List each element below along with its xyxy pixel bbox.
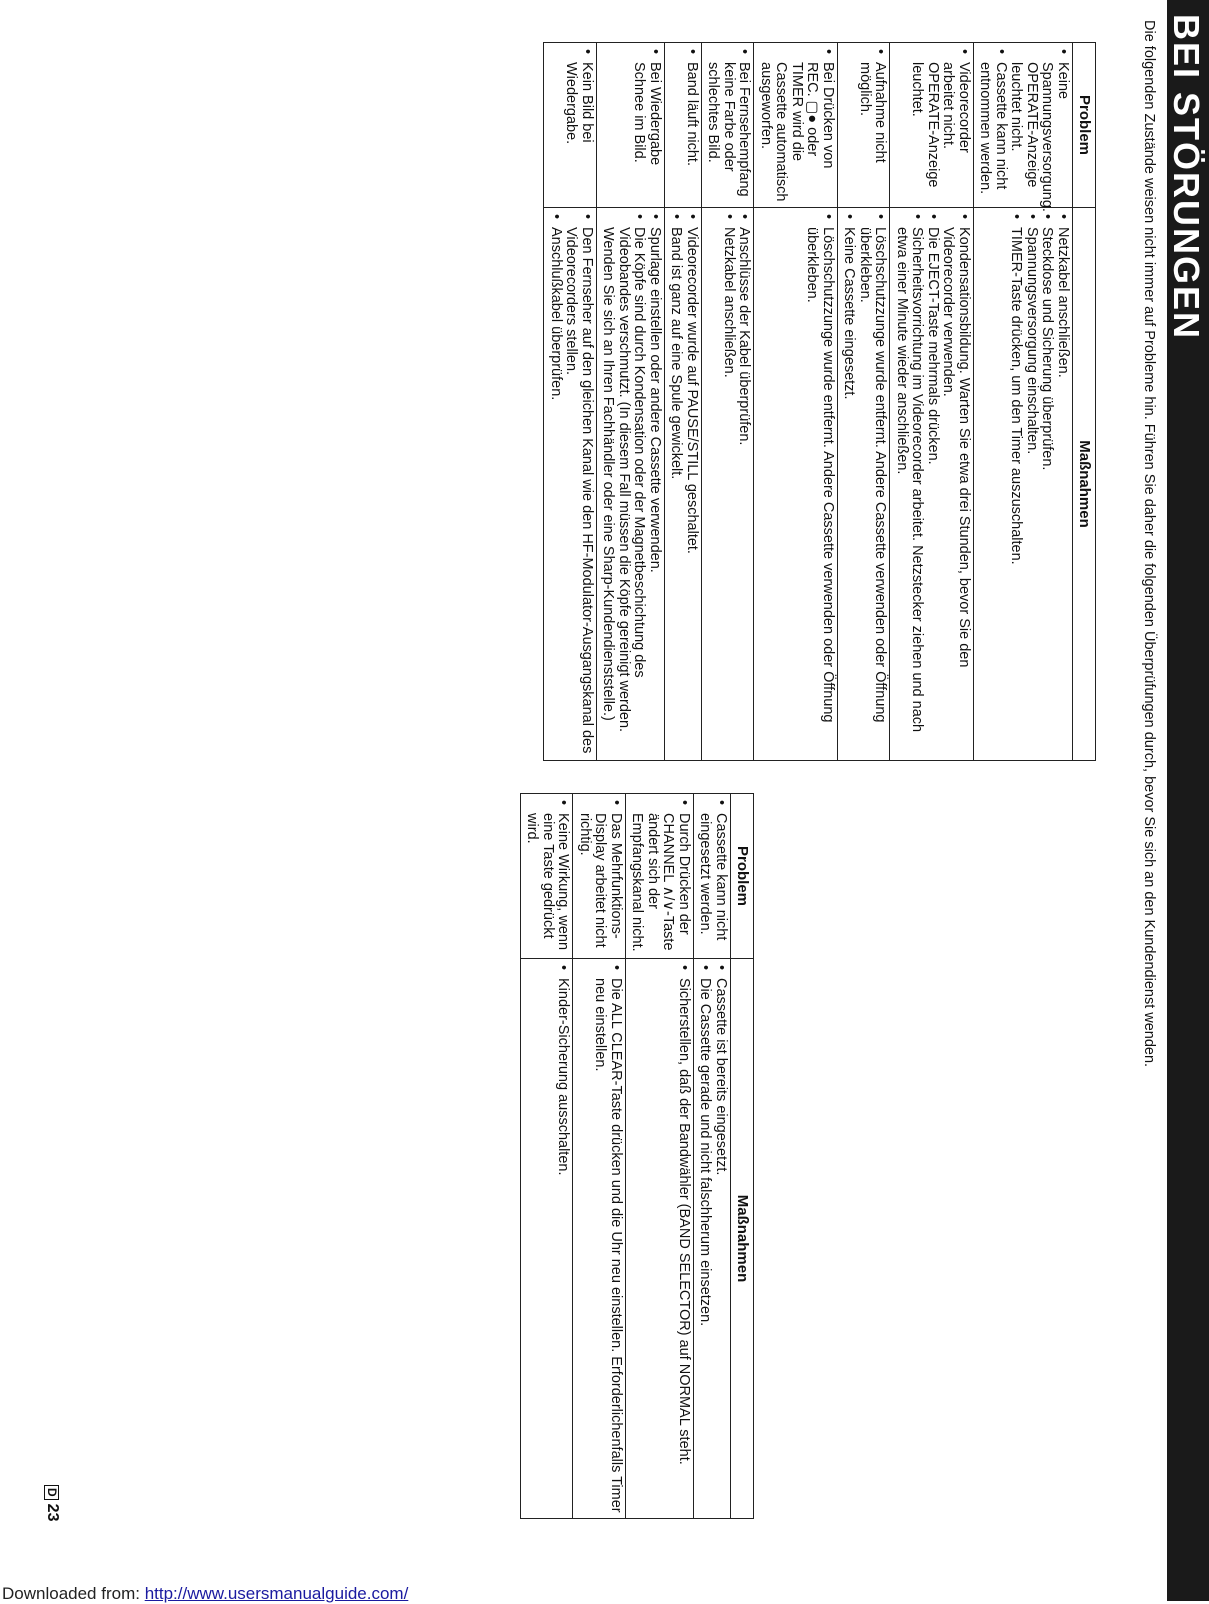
problem-item: • Videorecorder arbeitet nicht. OPERATE-Anzeige leuchtet. [909, 48, 971, 202]
problem-cell [838, 43, 891, 208]
problem-item: • Bei Fernsehempfang keine Farbe oder schlechtes Bild. [705, 48, 752, 202]
intro-text: Die folgenden Zustände weisen nicht immer auf Probleme hin. Führen Sie daher die folgenden Überprüfungen durch, bevor Sie sich an den Kundendienst wenden. [1141, 20, 1157, 1068]
header-problem: Problem [731, 794, 754, 959]
table-row [521, 794, 574, 1519]
measure-item: • Kondensationsbildung. Warten Sie etwa drei Stunden, bevor Sie den Videorecorder verwenden. [940, 213, 971, 755]
problem-list [705, 48, 752, 202]
page-title: BEI STÖRUNGEN [1166, 14, 1207, 341]
problem-cell [890, 43, 974, 208]
measure-item: • Netzkabel anschließen. [1055, 213, 1071, 755]
measures-list [668, 213, 699, 755]
problem-list [563, 48, 594, 202]
measure-item: • Band ist ganz auf eine Spule gewickelt. [668, 213, 684, 755]
header-problem: Problem [1073, 43, 1096, 208]
troubleshooting-table-right [520, 793, 754, 1519]
problem-cell [573, 794, 626, 959]
measure-item: • Löschschutzzunge wurde entfernt. Andere Cassette verwenden oder Öffnung überkleben. [857, 213, 888, 755]
problem-list [909, 48, 971, 202]
measure-item: • Sicherstellen, daß der Bandwähler (BAND SELECTOR) auf NORMAL steht. [676, 964, 692, 1513]
problem-item: • Keine Spannungsversorgung. OPERATE-Anzeige leuchtet nicht. [1008, 48, 1070, 202]
problem-item: • Durch Drücken der CHANNEL ∧/∨-Taste ändert sich der Empfangskanal nicht. [629, 799, 691, 953]
measure-item: • Sicherheitsvorrichtung im Videorecorder arbeitet. Netzstecker ziehen und nach etwa einer Minute wieder anschließen. [894, 213, 925, 755]
title-bar [1167, 0, 1209, 1601]
measures-list [1008, 213, 1070, 755]
problem-cell [702, 43, 755, 208]
problem-cell [544, 43, 597, 208]
problem-cell [974, 43, 1073, 212]
measures-cell [694, 959, 731, 1519]
measures-cell [702, 208, 755, 761]
measure-item: • Die ALL CLEAR-Taste drücken und die Uhr neu einstellen. Erforderlichenfalls Timer neu einstellen. [592, 964, 623, 1513]
measures-cell [838, 208, 891, 761]
measure-item: • Cassette ist bereits eingesetzt. [713, 964, 729, 1513]
problem-item: • Bei Wiedergabe Schnee im Bild. [631, 48, 662, 202]
problem-item: • Bei Drücken von REC. ▢● oder TIMER wird die Cassette automatisch ausgeworfen. [758, 48, 836, 202]
table-row [890, 43, 974, 761]
problem-item: • Cassette kann nicht entnommen werden. [977, 48, 1008, 202]
language-box: D [44, 1485, 59, 1500]
problem-list [684, 48, 700, 202]
measures-list [548, 213, 595, 755]
measure-item: • Den Fernseher auf den gleichen Kanal wie den HF-Modulator-Ausgangskanal des Videorecorders stellen. [563, 213, 594, 755]
measures-list [676, 964, 692, 1513]
problem-cell [626, 794, 694, 959]
problem-item: • Cassette kann nicht eingesetzt werden. [697, 799, 728, 953]
table-header-row [731, 794, 754, 1519]
problem-item: • Das Mehrfunktions-Display arbeitet nicht richtig. [577, 799, 624, 953]
measure-item: • Anschlußkabel überprüfen. [548, 213, 564, 755]
table-body-left [544, 43, 1073, 761]
measures-cell [521, 959, 574, 1519]
measure-item: • Die EJECT-Taste mehrmals drücken. [925, 213, 941, 755]
table-row [544, 43, 597, 761]
table-row [665, 43, 702, 761]
problem-cell [521, 794, 574, 959]
problem-list [524, 799, 571, 953]
problem-list [758, 48, 836, 202]
measure-item: • Netzkabel anschließen. [721, 213, 737, 755]
page-number [43, 1485, 61, 1521]
measure-item: • TIMER-Taste drücken, um den Timer auszuschalten. [1008, 213, 1024, 755]
measure-item: • Löschschutzzunge wurde entfernt. Andere Cassette verwenden oder Öffnung überkleben. [804, 213, 835, 755]
measures-cell [597, 208, 665, 761]
problem-cell [597, 43, 665, 208]
measure-item: • Videorecorder wurde auf PAUSE/STILL geschaltet. [684, 213, 700, 755]
measures-cell [544, 208, 597, 761]
measures-cell [890, 208, 974, 761]
measures-list [592, 964, 623, 1513]
table-row [974, 43, 1073, 761]
table-row [597, 43, 665, 761]
problem-cell [665, 43, 702, 208]
measure-item: • Anschlüsse der Kabel überprüfen. [736, 213, 752, 755]
table-row [626, 794, 694, 1519]
measures-cell [974, 208, 1073, 761]
problem-item: • Kein Bild bei Wiedergabe. [563, 48, 594, 202]
measures-list [894, 213, 972, 755]
problem-list [577, 799, 624, 953]
measures-list [600, 213, 662, 755]
problem-list [631, 48, 662, 202]
measure-item: • Spannungsversorgung einschalten. [1024, 213, 1040, 755]
footer [2, 1584, 408, 1604]
problem-list [857, 48, 888, 202]
header-measures: Maßnahmen [1073, 208, 1096, 761]
measure-item: • Die Köpfe sind durch Kondensation oder der Magnetbeschichtung des Videobandes verschmutzt. (In diesem Fall müssen die Köpfe gereinigt werden. Wenden Sie sich an Ihren Fachhändler oder eine Sharp-Kundendienststelle.) [600, 213, 647, 755]
measures-cell [665, 208, 702, 761]
footer-prefix: Downloaded from: [2, 1584, 145, 1603]
measures-list [841, 213, 888, 755]
measures-list [697, 964, 728, 1513]
header-measures: Maßnahmen [731, 959, 754, 1519]
measure-item: • Die Cassette gerade und nicht falschherum einsetzen. [697, 964, 713, 1513]
problem-item: • Aufnahme nicht möglich. [857, 48, 888, 202]
problem-cell [694, 794, 731, 959]
measures-list [721, 213, 752, 755]
measures-cell [754, 208, 838, 761]
table-header-row [1073, 43, 1096, 761]
problem-list [977, 48, 1071, 212]
problem-cell [754, 43, 838, 208]
table-row [838, 43, 891, 761]
table-row [754, 43, 838, 761]
table-row [702, 43, 755, 761]
table-row [694, 794, 731, 1519]
problem-item: • Band läuft nicht. [684, 48, 700, 202]
measure-item: • Spurlage einstellen oder andere Cassette verwenden. [647, 213, 663, 755]
problem-list [697, 799, 728, 953]
footer-link[interactable]: http://www.usersmanualguide.com/ [144, 1584, 409, 1603]
measures-list [804, 213, 835, 755]
measures-cell [573, 959, 626, 1519]
problem-item: • Keine Wirkung, wenn eine Taste gedrückt wird. [524, 799, 571, 953]
table-row [573, 794, 626, 1519]
problem-list [629, 799, 691, 953]
measure-item: • Steckdose und Sicherung überprüfen. [1039, 213, 1055, 755]
measures-list [555, 964, 571, 1513]
measure-item: • Kinder-Sicherung ausschalten. [555, 964, 571, 1513]
table-body-right [521, 794, 731, 1519]
page-number-value: 23 [44, 1503, 61, 1522]
measures-cell [626, 959, 694, 1519]
measure-item: • Keine Cassette eingesetzt. [841, 213, 857, 755]
troubleshooting-table-left [544, 42, 1097, 761]
